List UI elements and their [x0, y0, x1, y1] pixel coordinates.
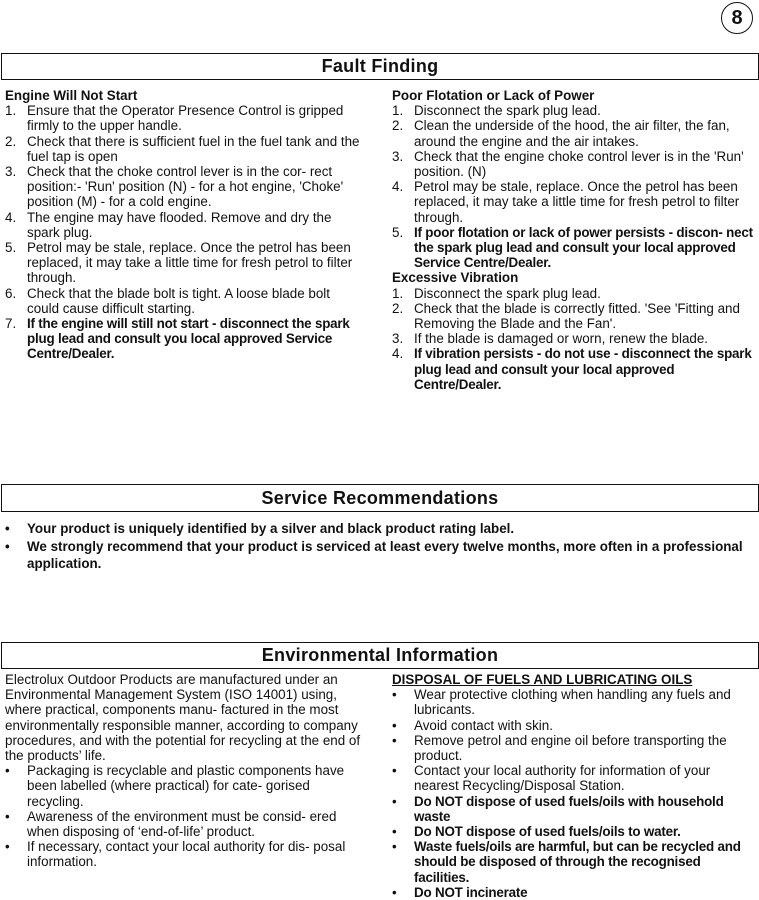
list-item: 4. If vibration persists - do not use - disconnect the spark plug lead and consult your local approved Centre/Dealer.	[392, 346, 752, 392]
disposal-heading: DISPOSAL OF FUELS AND LUBRICATING OILS	[392, 672, 693, 687]
service-recommendations-list	[5, 520, 755, 573]
service-recommendations-title: Service Recommendations	[1, 484, 759, 512]
engine-will-not-start-heading: Engine Will Not Start	[5, 88, 138, 103]
environmental-left-column	[5, 672, 363, 870]
disposal-list	[392, 687, 756, 900]
poor-flotation-list	[392, 103, 754, 270]
page-number: 8	[721, 2, 753, 34]
list-item: 4. Petrol may be stale, replace. Once the petrol has been replaced, it may take a little time for fresh petrol to filter through.	[392, 179, 740, 225]
list-item: 2. Check that the blade is correctly fitted. 'See 'Fitting and Removing the Blade and the Fan'.	[392, 300, 740, 332]
list-item: • Contact your local authority for information of your nearest Recycling/Disposal Station.	[392, 763, 711, 794]
list-item: 7. If the engine will still not start - disconnect the spark plug lead and consult you local approved Service Centre/Dealer.	[5, 316, 350, 362]
list-item: 2. Check that there is sufficient fuel in the fuel tank and the fuel tap is open	[5, 133, 360, 164]
environmental-intro: Electrolux Outdoor Products are manufactured under an Environmental Management System (ISO 14001) using, where practical, components manu- factured in the most environmentally responsible manner, according to company procedures, and with the potential for recycling at the end of the products’ life.	[5, 672, 361, 764]
list-item: • If necessary, contact your local authority for dis- posal information.	[5, 839, 346, 870]
list-item: 2. Clean the underside of the hood, the air filter, the fan, around the engine and the air intakes.	[392, 118, 730, 149]
poor-flotation-heading: Poor Flotation or Lack of Power	[392, 88, 595, 103]
environmental-information-title: Environmental Information	[1, 642, 759, 669]
list-item: 6. Check that the blade bolt is tight. A loose blade bolt could cause difficult starting.	[5, 285, 330, 316]
engine-will-not-start-column	[5, 88, 365, 362]
list-item: 3. Check that the engine choke control lever is in the 'Run' position. (N)	[392, 148, 744, 180]
list-item: • Wear protective clothing when handling any fuels and lubricants.	[392, 687, 731, 718]
list-item: 5. If poor flotation or lack of power persists - discon- nect the spark plug lead and consult your local approved Service Centre/Dealer.	[392, 224, 753, 271]
list-item: 3. Check that the choke control lever is in the cor- rect position:- 'Run' position (N) - for a hot engine, 'Choke' position (M) - for a cold engine.	[5, 164, 344, 210]
excessive-vibration-heading: Excessive Vibration	[392, 270, 519, 286]
list-item: • Avoid contact with skin.	[392, 717, 553, 733]
list-item: • Packaging is recyclable and plastic components have been labelled (where practical) for cate- gorised recycling.	[5, 763, 345, 809]
list-item: • Remove petrol and engine oil before transporting the product.	[392, 732, 727, 764]
environmental-right-column	[392, 672, 756, 900]
list-item: • Do NOT dispose of used fuels/oils to water.	[392, 824, 681, 840]
list-item: 1. Disconnect the spark plug lead.	[392, 285, 601, 301]
list-item: • Do NOT dispose of used fuels/oils with household waste	[392, 793, 724, 824]
list-item: • Awareness of the environment must be consid- ered when disposing of ‘end-of-life’ product.	[5, 808, 337, 840]
environmental-left-list	[5, 763, 363, 869]
list-item: 5. Petrol may be stale, replace. Once the petrol has been replaced, it may take a little time for fresh petrol to filter through.	[5, 240, 353, 286]
list-item: • We strongly recommend that your product is serviced at least every twelve months, more often in a professional application.	[5, 538, 743, 571]
list-item: • Do NOT incinerate	[392, 884, 528, 900]
list-item: 1. Ensure that the Operator Presence Control is gripped firmly to the upper handle.	[5, 103, 344, 134]
list-item: 4. The engine may have flooded. Remove and dry the spark plug.	[5, 209, 332, 240]
poor-flotation-column	[392, 88, 754, 392]
list-item: 1. Disconnect the spark plug lead.	[392, 103, 601, 119]
engine-will-not-start-list	[5, 103, 365, 361]
list-item: • Waste fuels/oils are harmful, but can be recycled and should be disposed of through the recognised facilities.	[392, 839, 741, 885]
list-item: 3. If the blade is damaged or worn, renew the blade.	[392, 331, 709, 347]
fault-finding-title: Fault Finding	[1, 53, 759, 80]
excessive-vibration-list	[392, 286, 754, 392]
list-item: • Your product is uniquely identified by a silver and black product rating label.	[5, 521, 515, 536]
